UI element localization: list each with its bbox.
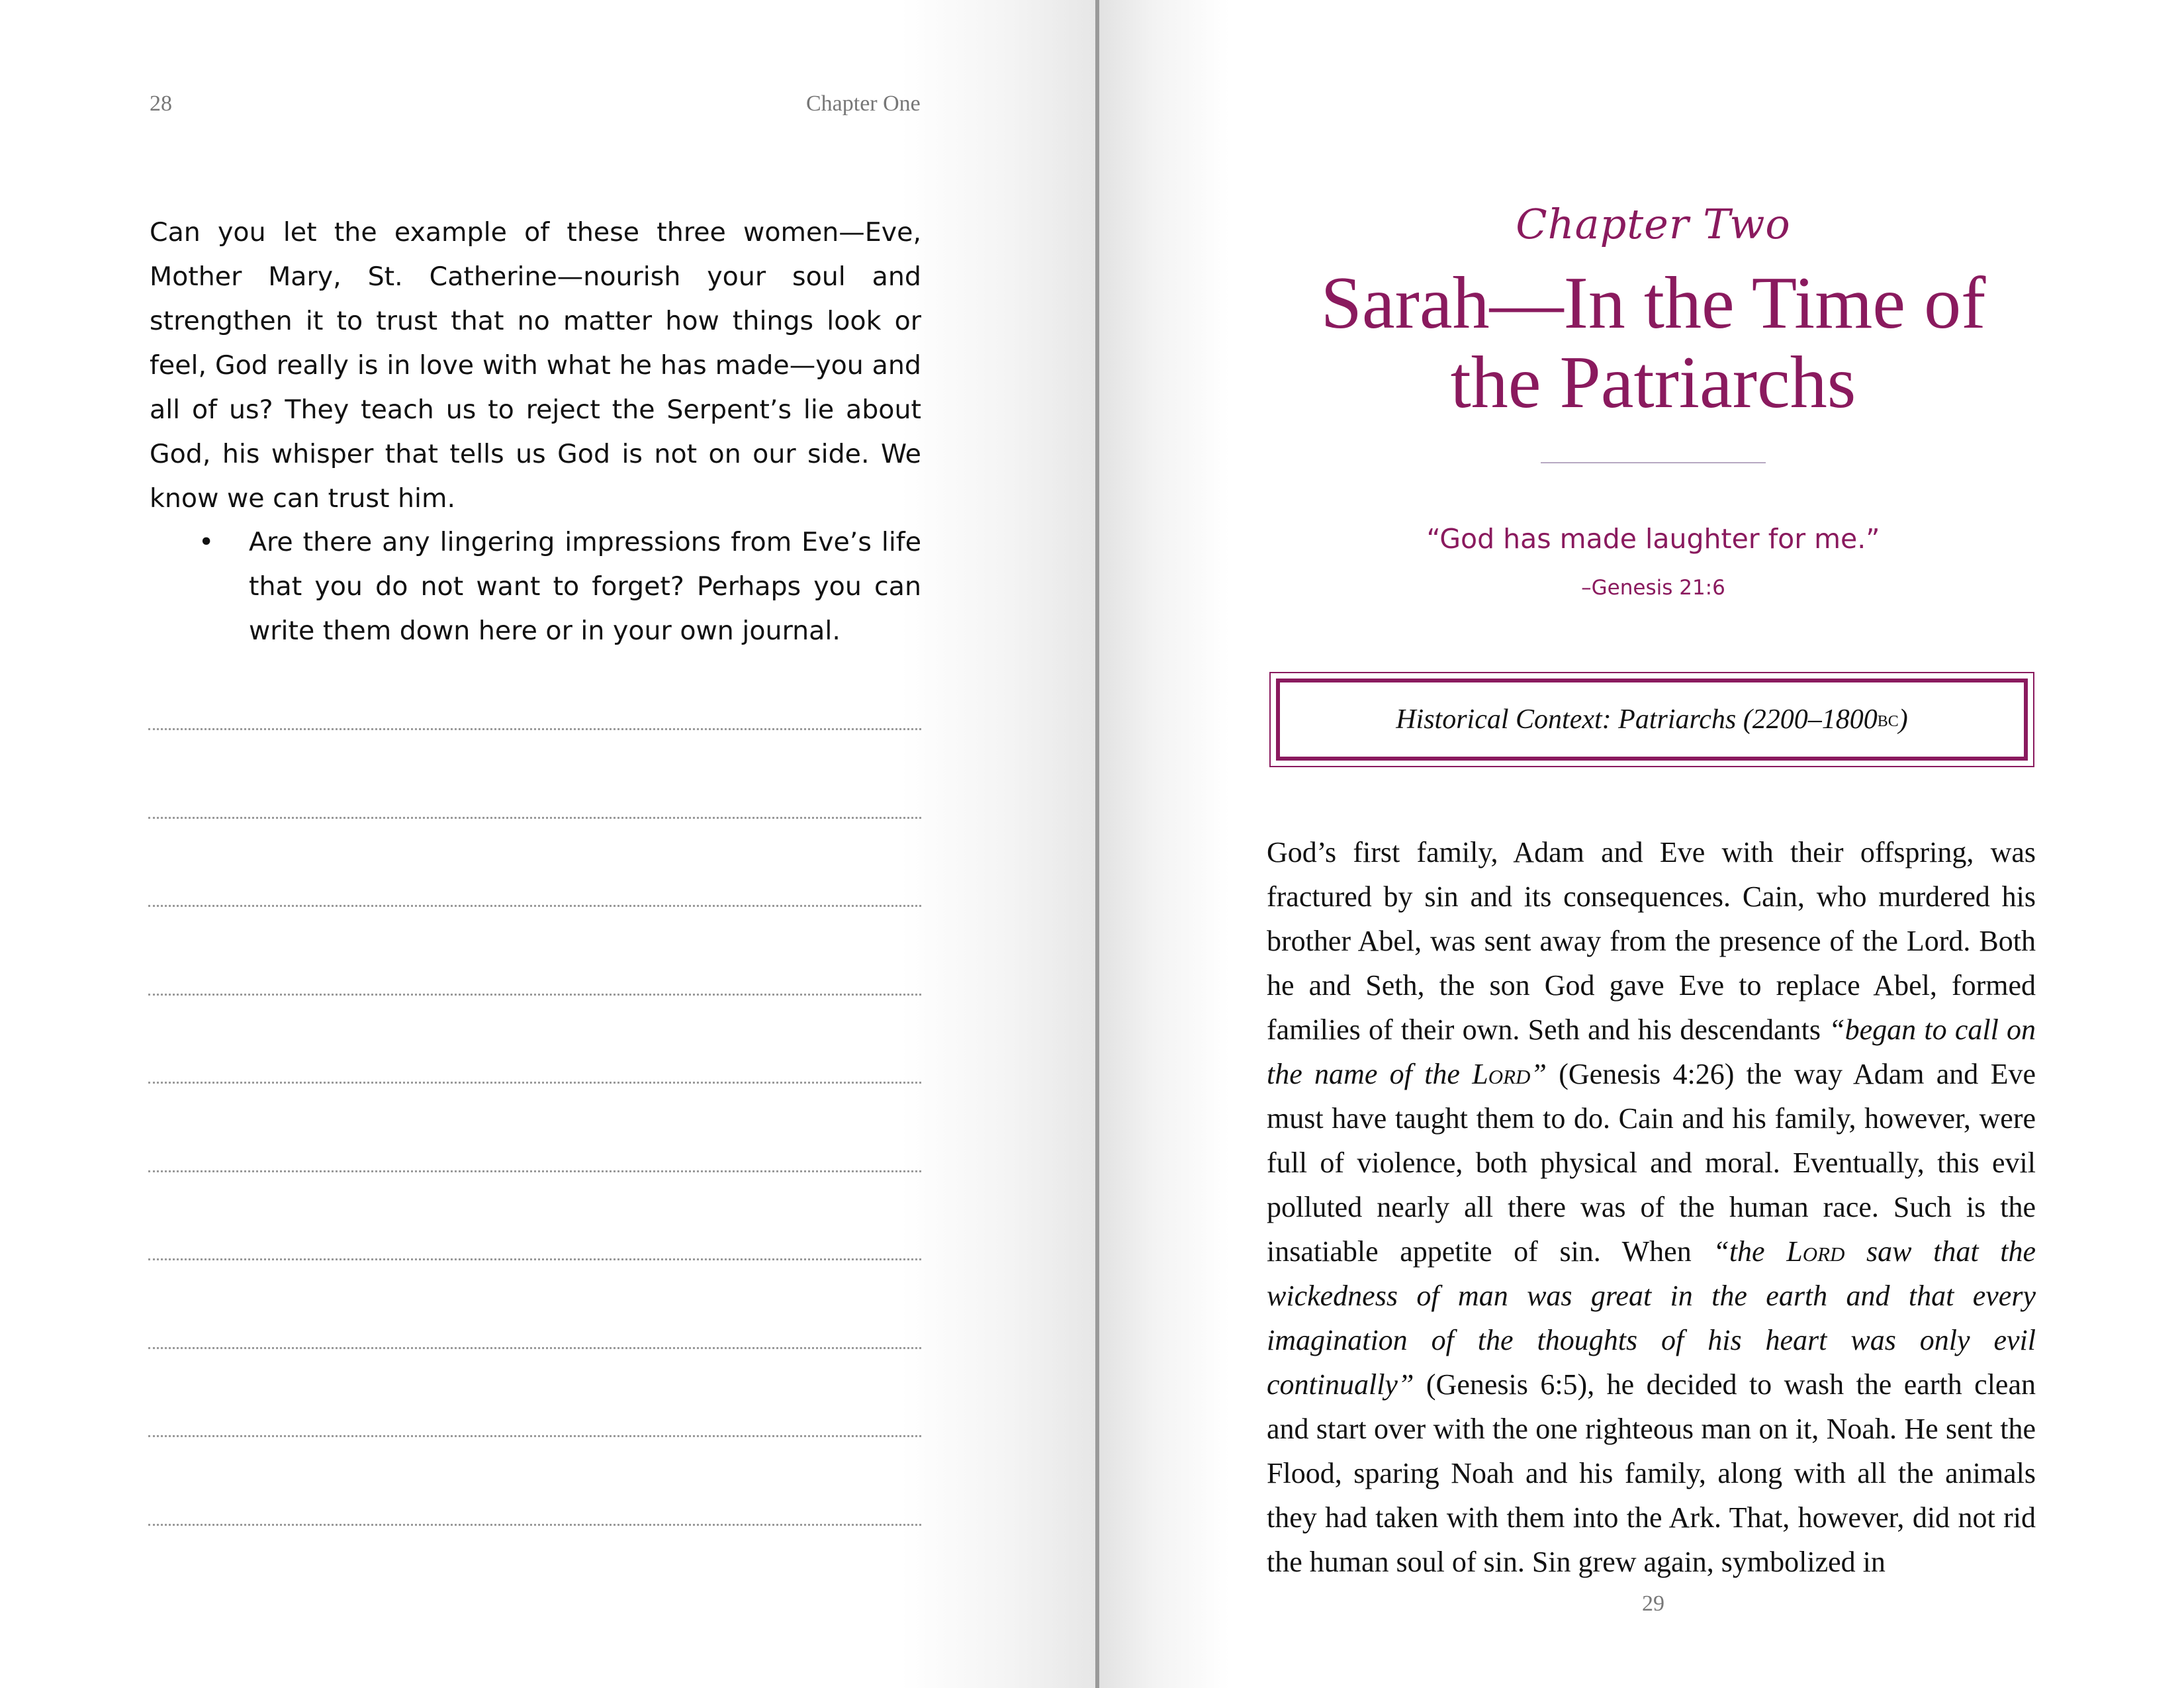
epigraph-quote: “God has made laughter for me.” — [1426, 523, 1880, 555]
body-text-segment: “began to call on the name of the — [1267, 1013, 2036, 1090]
title-divider — [1541, 462, 1766, 463]
writing-line — [148, 1082, 921, 1084]
bullet-icon: • — [199, 527, 214, 557]
body-text-segment: (Genesis 4:26) the way Adam and Eve must have taught them to do. Cain and his family, however, were full of violence, both physical and moral. Eventually, this evil polluted nearly all there was of the human race. Such is the insatiable appetite of sin. When — [1267, 1058, 2036, 1268]
writing-line — [148, 1435, 921, 1437]
writing-line — [148, 1524, 921, 1526]
reflection-paragraph: Can you let the example of these three women—Eve, Mother Mary, St. Catherine—nourish your soul and strengthen it to trust that no matter how things look or feel, God really is in love with what he has made—you and all of us? They teach us to reject the Serpent’s lie about God, his whisper that tells us God is not on our side. We know we can trust him. — [150, 217, 921, 514]
left-page-number: 28 — [150, 91, 172, 116]
body-text-segment: “the — [1713, 1235, 1787, 1268]
writing-line — [148, 1170, 921, 1172]
chapter-title-line-1: Sarah—In the Time of — [1320, 262, 1986, 344]
writing-line — [148, 728, 921, 730]
historical-context-close: ) — [1898, 704, 1908, 735]
body-text-segment: (Genesis 6:5), he decided to wash the earth clean and start over with the one righteous man on it, Noah. He sent the Flood, sparing Noah and his family, along with all the animals they had taken with them into the Ark. That, however, did not rid the human soul of sin. Sin grew again, symbolized in — [1267, 1368, 2036, 1578]
body-text-segment: Lord — [1472, 1058, 1531, 1090]
epigraph-reference: –Genesis 21:6 — [1581, 576, 1725, 600]
body-text-segment: God’s first family, Adam and Eve with their offspring, was fractured by sin and its consequences. Cain, who murdered his brother Abel, was sent away from the presence of the Lord. Both he and Seth, the son God gave Eve to replace Abel, formed families of their own. Seth and his descendants — [1267, 836, 2036, 1046]
body-text-segment: Lord — [1786, 1235, 1845, 1268]
writing-line — [148, 994, 921, 996]
chapter-label: Chapter Two — [1516, 200, 1791, 248]
historical-context-box — [1269, 672, 2034, 767]
right-page-number: 29 — [1642, 1591, 1664, 1616]
chapter-body-text — [1267, 830, 2036, 1584]
historical-context-text: Historical Context: Patriarchs (2200–1800 — [1396, 704, 1878, 735]
chapter-title — [1289, 263, 2017, 422]
body-text-segment: saw that the wickedness of man was great in the earth and that every imagination of the thoughts of his heart was only evil continually” — [1267, 1235, 2036, 1401]
writing-line — [148, 817, 921, 819]
reflection-question-text: Are there any lingering impressions from Eve’s life that you do not want to forget? Perhaps you can write them down here or in your own journal. — [249, 527, 921, 646]
running-head-chapter: Chapter One — [806, 91, 921, 116]
historical-context-label — [1276, 679, 2028, 761]
writing-line — [148, 1347, 921, 1349]
writing-line — [148, 1258, 921, 1260]
chapter-title-line-2: the Patriarchs — [1450, 342, 1856, 424]
historical-context-era: bc — [1877, 707, 1899, 731]
body-text-segment: ” — [1530, 1058, 1547, 1090]
writing-line — [148, 905, 921, 907]
